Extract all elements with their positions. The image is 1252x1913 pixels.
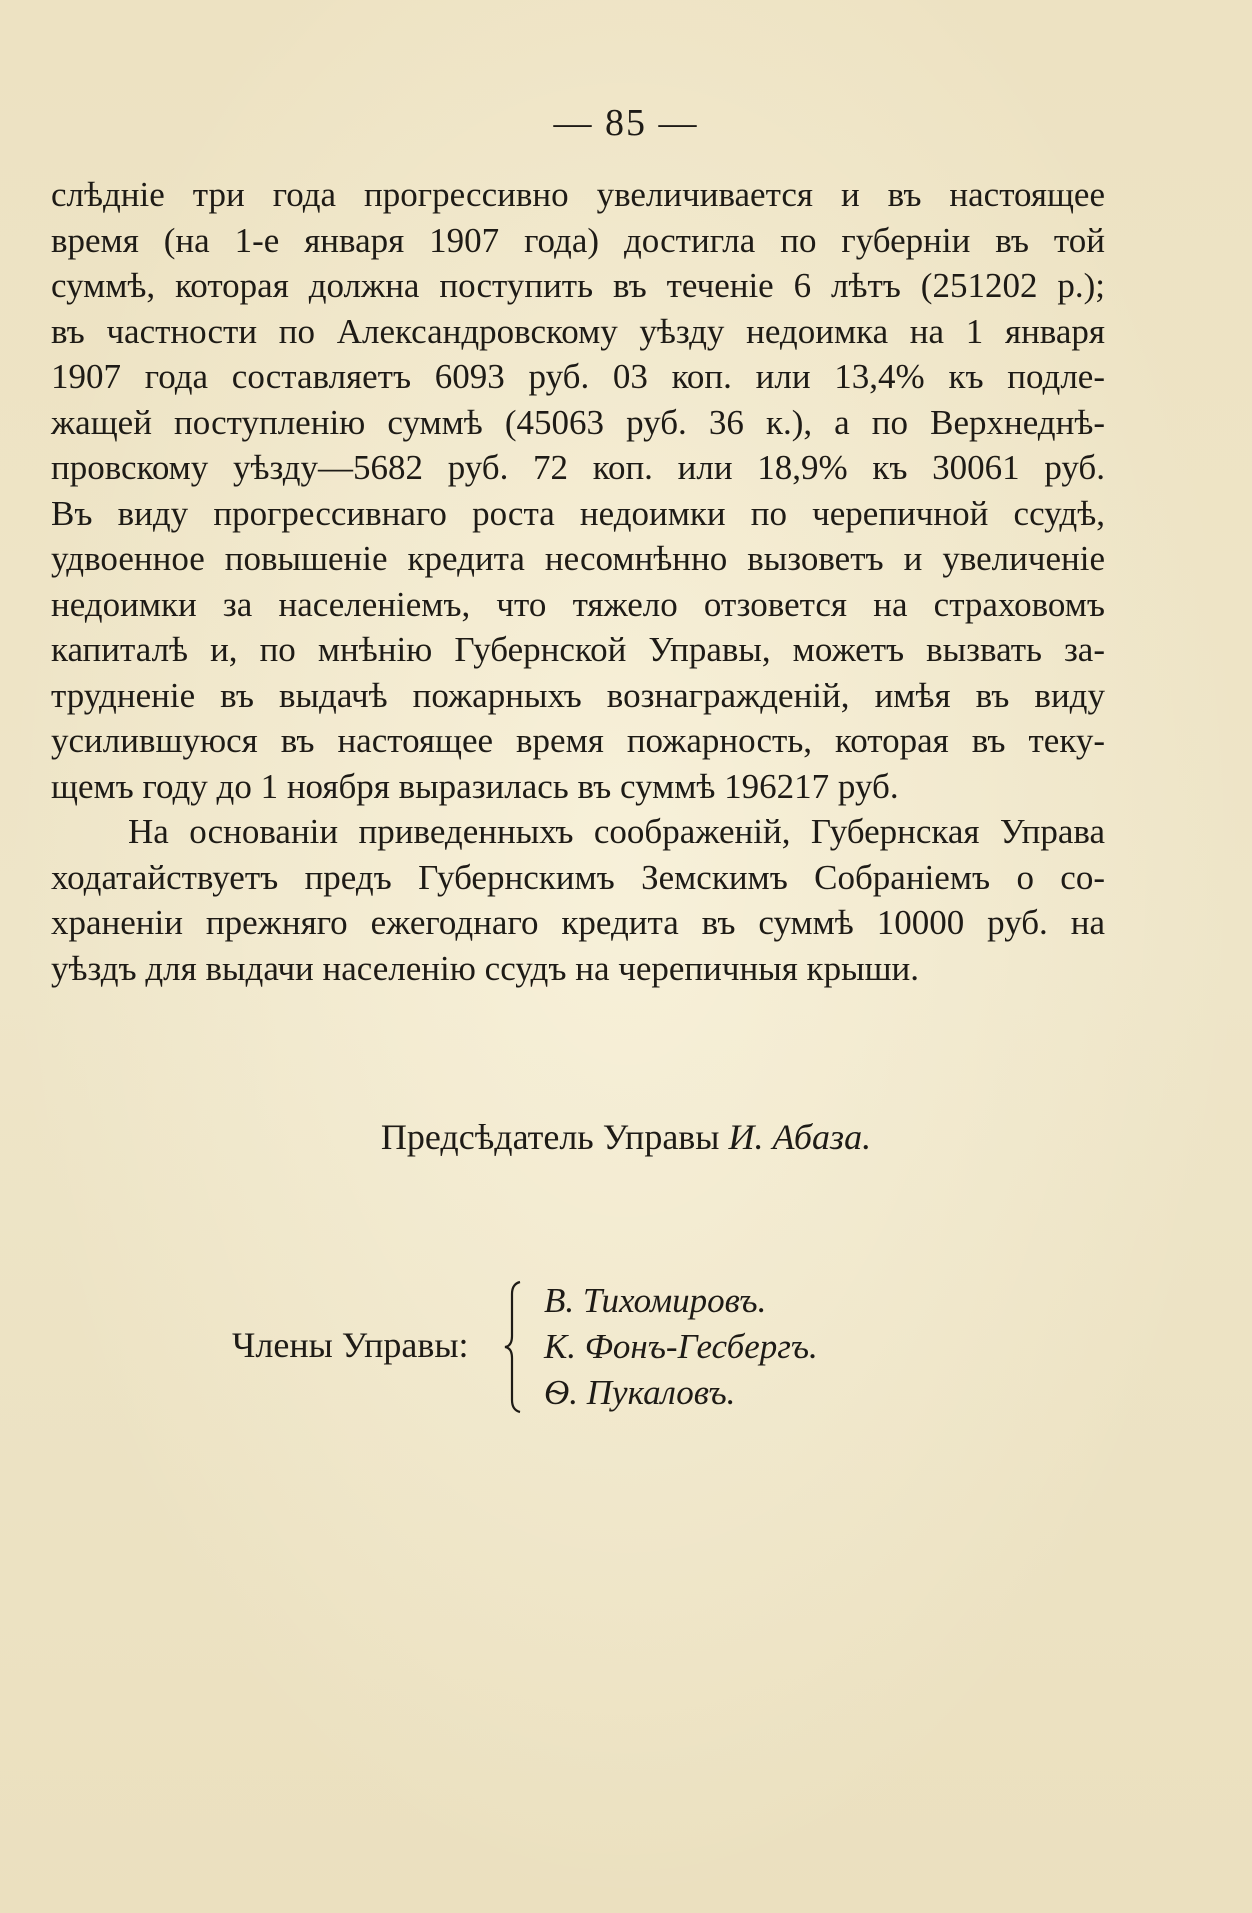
members-label: Члены Управы:: [232, 1325, 469, 1365]
text-line: храненіи прежняго ежегоднаго кредита въ суммѣ 10000 руб. на: [51, 903, 1105, 942]
text-line: 1907 года составляетъ 6093 руб. 03 коп. или 13,4% къ подле-: [51, 357, 1105, 396]
text-line: провскому уѣзду—5682 руб. 72 коп. или 18,9% къ 30061 руб.: [51, 448, 1105, 487]
member-name: Ѳ. Пукаловъ.: [544, 1373, 736, 1412]
chairman-name: И. Абаза.: [728, 1117, 872, 1157]
chairman-title: Предсѣдатель Управы: [380, 1117, 720, 1157]
text-line: ходатайствуетъ предъ Губернскимъ Земскимъ Собраніемъ о со-: [51, 857, 1105, 897]
member-name: К. Фонъ-Гесбергъ.: [544, 1327, 818, 1366]
members-list: [544, 1278, 864, 1416]
paragraph-1: [51, 172, 1105, 809]
page-number: — 85 —: [553, 102, 699, 144]
paragraph-2: [51, 809, 1105, 991]
chairman-signature: [0, 1112, 1252, 1162]
text-line: щемъ году до 1 ноября выразилась въ суммѣ 196217 руб.: [51, 766, 899, 806]
text-line: уѣздъ для выдачи населенію ссудъ на черепичныя крыши.: [51, 948, 920, 988]
text-line: усилившуюся въ настоящее время пожарность, которая въ теку-: [51, 721, 1105, 760]
text-line: капиталѣ и, по мнѣнію Губернской Управы, можетъ вызвать за-: [51, 630, 1105, 669]
text-line: жащей поступленію суммѣ (45063 руб. 36 к.), а по Верхнеднѣ-: [51, 402, 1105, 442]
text-line: Въ виду прогрессивнаго роста недоимки по черепичной ссудѣ,: [51, 493, 1105, 533]
text-line: слѣдніе три года прогрессивно увеличивается и въ настоящее: [51, 175, 1105, 214]
member-name: В. Тихомировъ.: [544, 1281, 767, 1320]
text-line: суммѣ, которая должна поступить въ теченіе 6 лѣтъ (251202 р.);: [51, 266, 1105, 305]
text-line: въ частности по Александровскому уѣзду недоимка на 1 января: [51, 311, 1105, 351]
text-line: трудненіе въ выдачѣ пожарныхъ вознагражденій, имѣя въ виду: [51, 675, 1105, 715]
body-text: [51, 172, 1105, 991]
text-line: удвоенное повышеніе кредита несомнѣнно вызоветъ и увеличеніе: [51, 539, 1105, 578]
text-line: На основаніи приведенныхъ соображеній, Губернская Управа: [128, 812, 1105, 851]
text-line: недоимки за населеніемъ, что тяжело отзовется на страховомъ: [51, 584, 1105, 624]
curly-brace-icon: [502, 1280, 526, 1414]
text-line: время (на 1-е января 1907 года) достигла по губерніи въ той: [51, 220, 1105, 260]
